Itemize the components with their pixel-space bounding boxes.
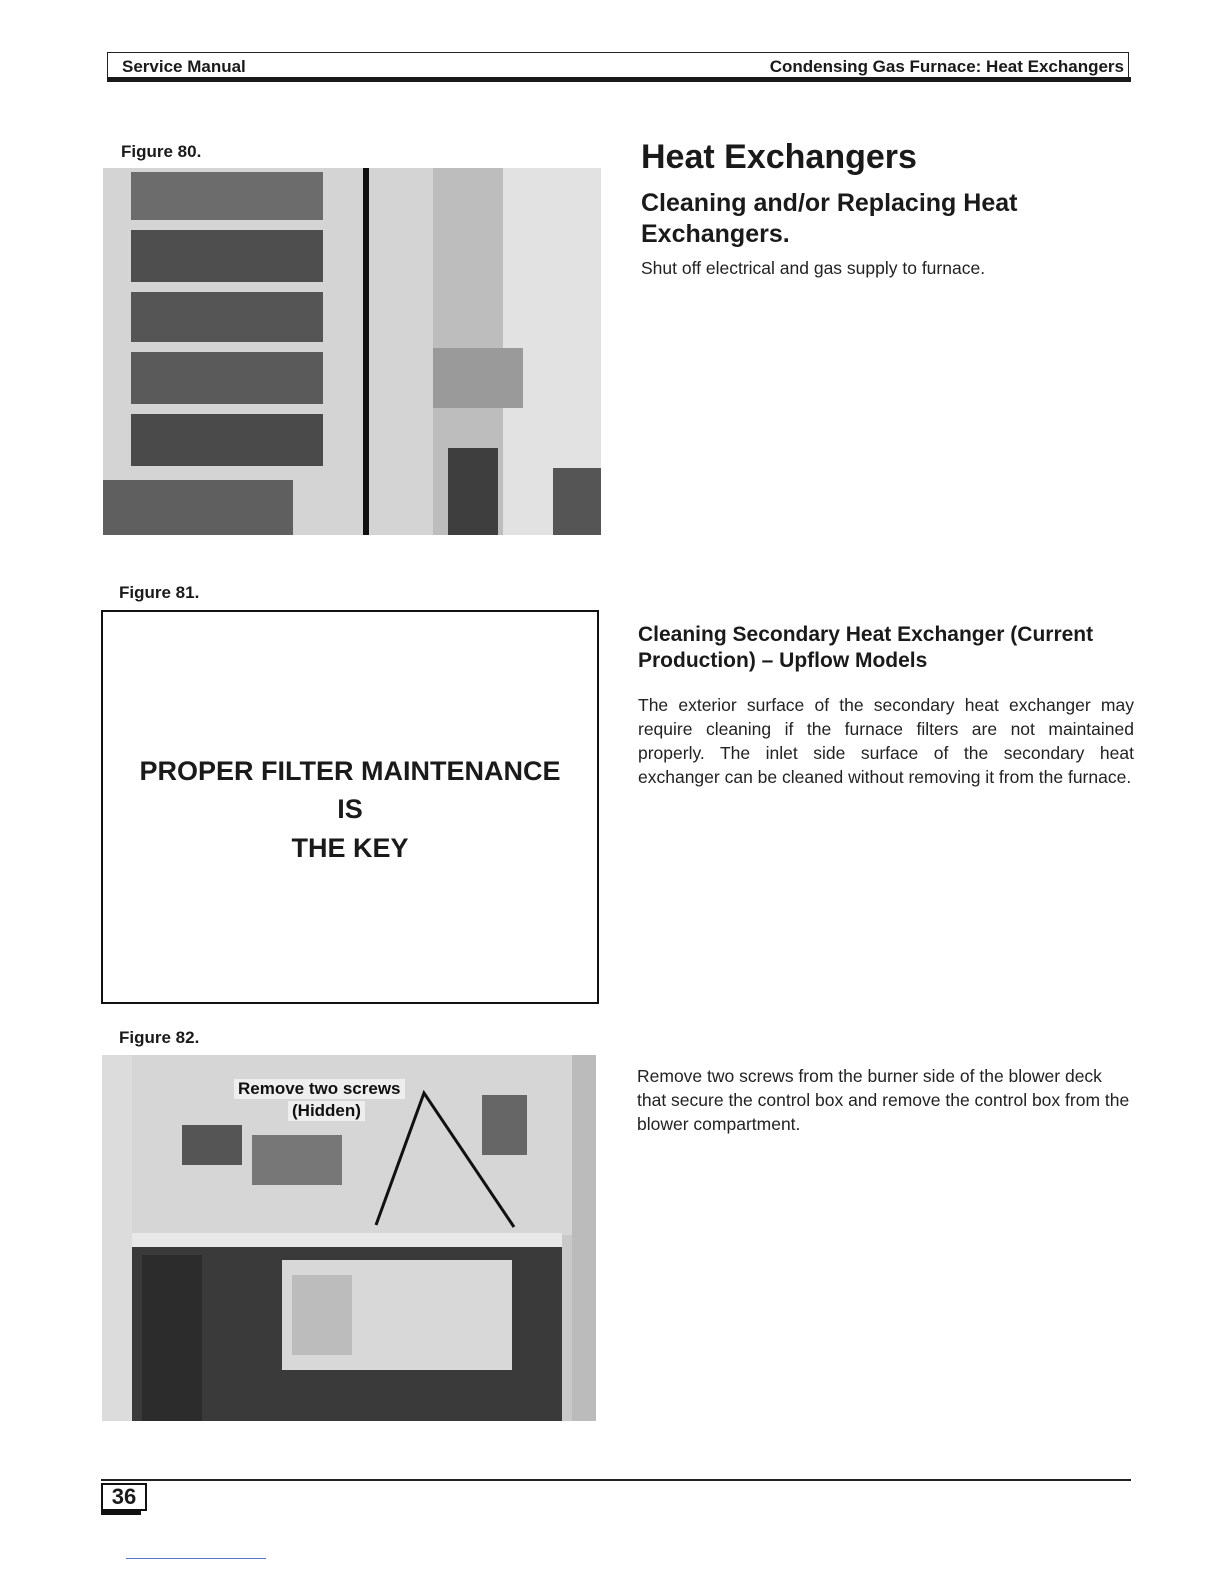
figure-82-photo: [102, 1055, 596, 1421]
figure-80-photo: [103, 168, 601, 535]
header-manual-title: Service Manual: [122, 57, 246, 76]
intro-text: Shut off electrical and gas supply to furnace.: [641, 258, 986, 278]
header-rule: [107, 77, 1131, 82]
figure-81-box: [101, 610, 599, 1004]
subsection-title: Cleaning Secondary Heat Exchanger (Current Production) – Upflow Models: [638, 623, 1094, 672]
key-message-line-3: THE KEY: [291, 833, 409, 863]
figure-82-label: Figure 82.: [119, 1028, 200, 1047]
bottom-underline: [126, 1558, 266, 1559]
figure-80-label: Figure 80.: [121, 142, 202, 161]
figure-81-label: Figure 81.: [119, 583, 200, 602]
page-number-bar: [101, 1511, 141, 1515]
section-title: Heat Exchangers: [641, 138, 917, 176]
header-section-title: Condensing Gas Furnace: Heat Exchangers: [769, 57, 1124, 76]
key-message-line-1: PROPER FILTER MAINTENANCE: [139, 756, 561, 786]
footer-rule: [101, 1479, 1131, 1481]
section-subtitle: Cleaning and/or Replacing Heat Exchangers.: [641, 189, 1018, 248]
callout-hidden: (Hidden): [288, 1101, 365, 1121]
key-message-line-2: IS: [337, 794, 363, 824]
step-text: Remove two screws from the burner side of the blower deck that secure the control box and remove the control box from the blower compartment.: [637, 1066, 1130, 1134]
subsection-body: The exterior surface of the secondary heat exchanger may require cleaning if the furnace filters are not maintained properly. The inlet side surface of the secondary heat exchanger can be cleaned without removing it from the furnace.: [638, 695, 1134, 787]
page-number: 36: [101, 1483, 147, 1511]
callout-remove-screws: Remove two screws: [234, 1079, 405, 1099]
